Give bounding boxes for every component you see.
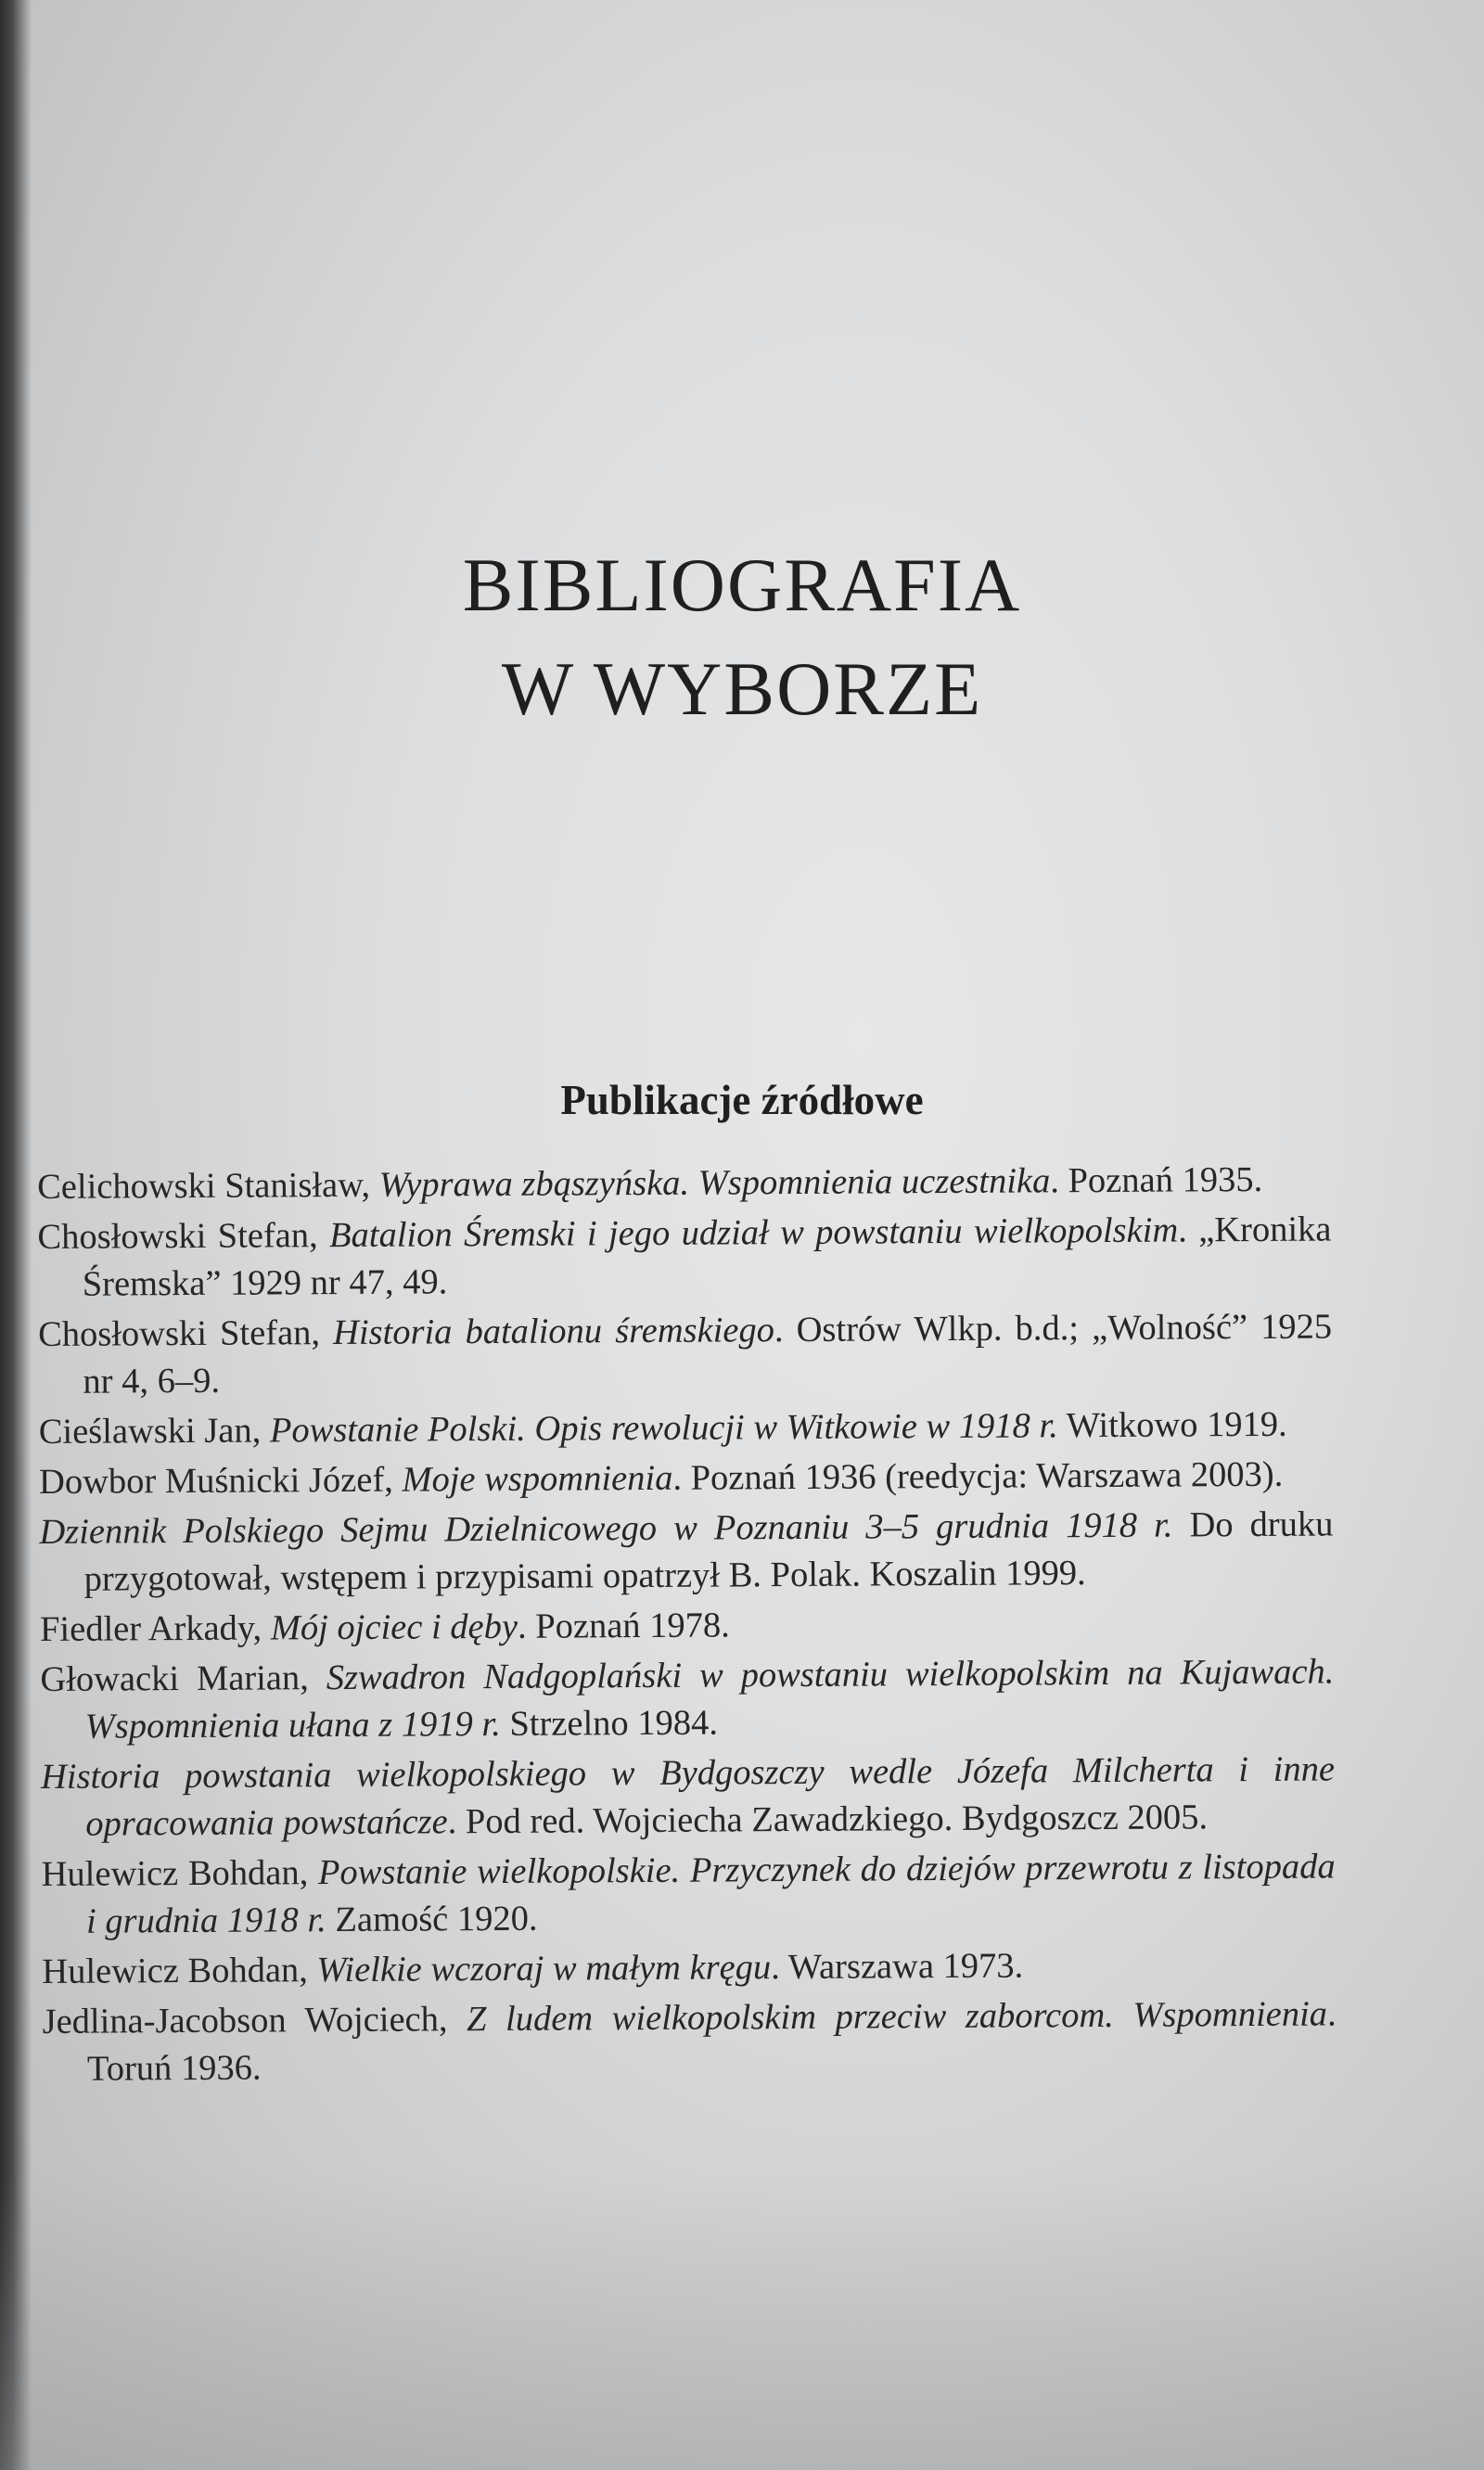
page-title-line-1: BIBLIOGRAFIA <box>462 543 1022 627</box>
entry-details: . Poznań 1936 (reedycja: Warszawa 2003). <box>672 1454 1284 1498</box>
entry-details: . Poznań 1935. <box>1050 1159 1263 1201</box>
entry-title: Historia powstania wielkopolskiego w Bydgoszczy wedle Józefa Milcherta i inne opracowania powstańcze <box>40 1749 1336 1844</box>
binding-shadow <box>0 0 32 2470</box>
entry-author: Celichowski Stanisław, <box>37 1165 379 1207</box>
entry-title: Moje wspomnienia <box>402 1458 673 1500</box>
page-title <box>278 533 1206 741</box>
entry-author: Dowbor Muśnicki Józef, <box>38 1460 403 1502</box>
bibliography-entry <box>42 1843 1337 1946</box>
bibliography-entry <box>40 1648 1335 1751</box>
entry-title: Dziennik Polskiego Sejmu Dzielnicowego w Poznaniu 3–5 grudnia 1918 r. <box>39 1505 1173 1552</box>
bibliography-entry <box>39 1401 1333 1456</box>
bibliography-entry <box>37 1206 1332 1309</box>
bibliography-list <box>37 1156 1337 2096</box>
entry-author: Fiedler Arkady, <box>39 1608 271 1649</box>
entry-title: Powstanie Polski. Opis rewolucji w Witkowie w 1918 r. <box>269 1406 1058 1451</box>
entry-details: Zamość 1920. <box>326 1899 538 1940</box>
page-title-line-2: W WYBORZE <box>501 646 983 731</box>
entry-details: . Poznań 1978. <box>517 1606 730 1646</box>
entry-title: Powstanie wielkopolskie. Przyczynek do dziejów przewrotu z listopada i grudnia 1918 r. <box>85 1847 1336 1941</box>
entry-author: Chosłowski Stefan, <box>37 1313 334 1354</box>
bibliography-entry <box>37 1156 1331 1211</box>
section-heading: Publikacje źródłowe <box>560 1077 924 1123</box>
entry-details: . Ostrów Wlkp. b.d.; „Wolność” 1925 nr 4, 6–9. <box>83 1307 1333 1401</box>
entry-title: Wielkie wczoraj w małym kręgu <box>316 1948 772 1990</box>
entry-details: Witkowo 1919. <box>1057 1404 1287 1446</box>
entry-author: Hulewicz Bohdan, <box>41 1853 319 1894</box>
entry-title: Historia batalionu śremskiego <box>332 1311 775 1353</box>
entry-title: Wyprawa zbąszyńska. Wspomnienia uczestnika <box>378 1161 1051 1205</box>
bibliography-entry <box>38 1303 1333 1406</box>
page-shadow <box>0 2173 1484 2470</box>
entry-details: Do druku przygotował, wstępem i przypisami opatrzył B. Polak. Koszalin 1999. <box>83 1504 1334 1599</box>
entry-author: Hulewicz Bohdan, <box>42 1951 317 1991</box>
entry-author: Chosłowski Stefan, <box>37 1216 330 1257</box>
bibliography-entry <box>41 1746 1336 1849</box>
entry-title: Mój ojciec i dęby <box>270 1606 518 1648</box>
bibliography-entry <box>40 1598 1334 1654</box>
bibliography-entry <box>39 1451 1333 1506</box>
entry-author: Głowacki Marian, <box>40 1658 326 1699</box>
bibliography-entry <box>39 1501 1334 1604</box>
entry-details: Strzelno 1984. <box>500 1703 719 1744</box>
entry-details: . Warszawa 1973. <box>771 1946 1024 1988</box>
bibliography-entry <box>42 1990 1337 2093</box>
entry-details: . Toruń 1936. <box>86 1994 1337 2089</box>
entry-details: . Pod red. Wojciecha Zawadzkiego. Bydgoszcz 2005. <box>447 1798 1209 1842</box>
entry-title: Z ludem wielkopolskim przeciw zaborcom. Wspomnienia <box>466 1994 1328 2040</box>
entry-details: . „Kronika Śremska” 1929 nr 47, 49. <box>82 1209 1332 1304</box>
entry-title: Batalion Śremski i jego udział w powstaniu wielkopolskim <box>328 1210 1179 1256</box>
entry-author: Cieślawski Jan, <box>38 1411 271 1452</box>
bibliography-entry <box>42 1940 1336 1996</box>
entry-author: Jedlina-Jacobson Wojciech, <box>42 2000 467 2041</box>
entry-title: Szwadron Nadgoplański w powstaniu wielkopolskim na Kujawach. Wspomnienia ułana z 1919 r. <box>84 1652 1335 1747</box>
